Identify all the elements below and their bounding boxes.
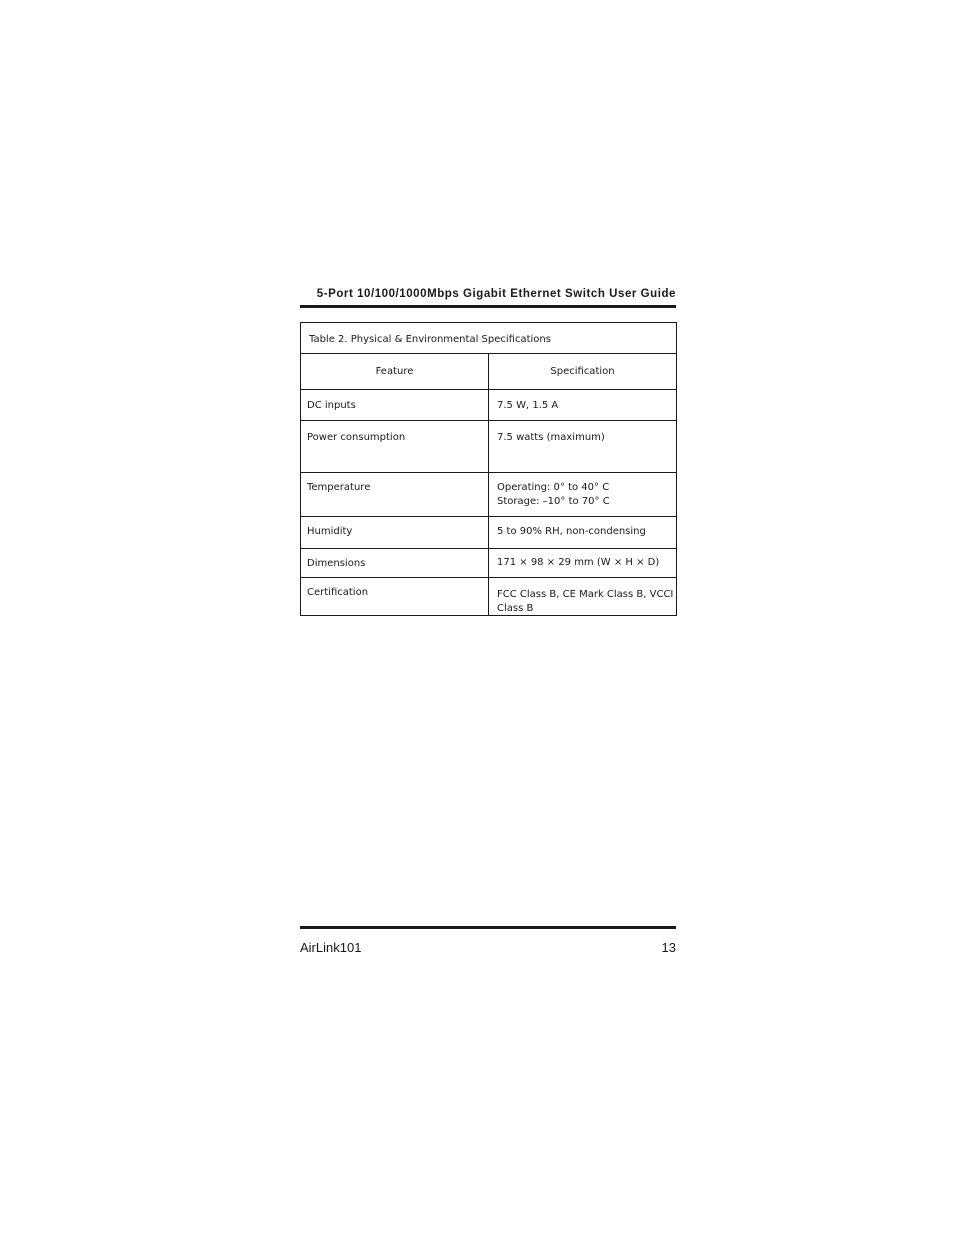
row-spec (489, 473, 677, 517)
spec-line: 7.5 W, 1.5 A (497, 400, 559, 411)
row-feature: Power consumption (301, 421, 489, 473)
table-row (301, 578, 677, 616)
row-feature: Temperature (301, 473, 489, 517)
spec-line: 7.5 watts (maximum) (497, 432, 605, 443)
page-number: 13 (661, 940, 676, 955)
column-header-specification: Specification (489, 354, 677, 390)
spec-line: 5 to 90% RH, non-condensing (497, 526, 646, 537)
row-feature: Humidity (301, 517, 489, 549)
row-feature: Certification (301, 578, 489, 616)
table-row (301, 390, 677, 421)
footer-brand: AirLink101 (300, 940, 362, 955)
table-header-row (301, 354, 677, 390)
row-spec (489, 578, 677, 616)
row-spec (489, 549, 677, 578)
spec-line: FCC Class B, CE Mark Class B, VCCI Class B (497, 589, 674, 614)
column-header-feature: Feature (301, 354, 489, 390)
table-caption-row (301, 323, 677, 354)
row-spec (489, 421, 677, 473)
page-header-title: 5-Port 10/100/1000Mbps Gigabit Ethernet Switch User Guide (316, 288, 676, 300)
specifications-table (300, 322, 677, 616)
table-row (301, 421, 677, 473)
row-feature: Dimensions (301, 549, 489, 578)
spec-line: Storage: –10° to 70° C (497, 495, 610, 507)
row-spec (489, 517, 677, 549)
table-row (301, 517, 677, 549)
footer-rule (300, 926, 676, 929)
row-feature: DC inputs (301, 390, 489, 421)
spec-line: Operating: 0° to 40° C (497, 482, 610, 493)
table-caption: Table 2. Physical & Environmental Specifications (301, 323, 677, 354)
table-row (301, 473, 677, 517)
header-rule (300, 305, 676, 308)
spec-line: 171 × 98 × 29 mm (W × H × D) (497, 557, 660, 568)
table-row (301, 549, 677, 578)
row-spec (489, 390, 677, 421)
